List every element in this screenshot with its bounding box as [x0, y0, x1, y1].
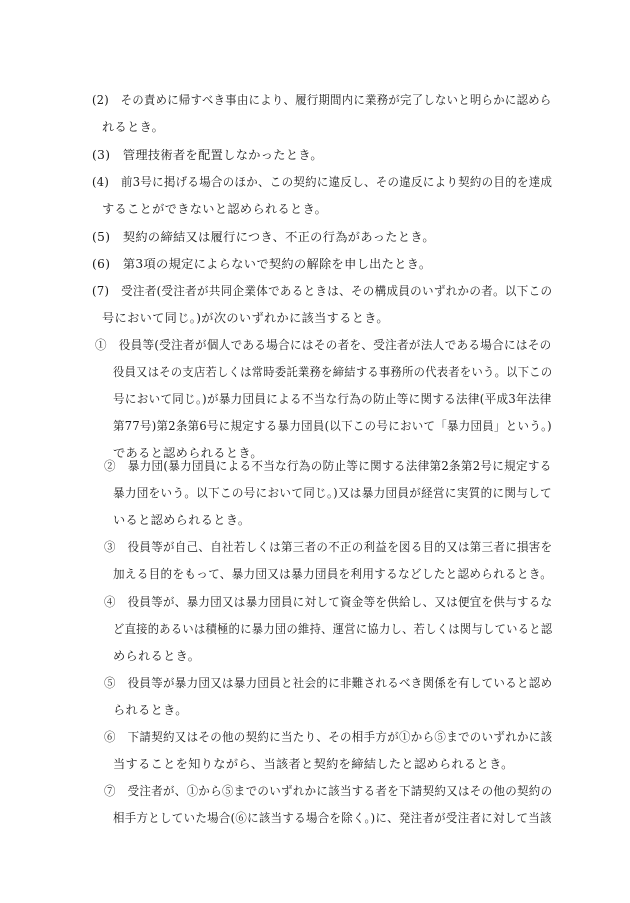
document-line: 相手方としていた場合(⑥に該当する場合を除く。)に、発注者が受注者に対して当該 — [113, 811, 552, 825]
document-line: することができないと認められるとき。 — [102, 202, 328, 216]
document-line: ③ 役員等が自己、自社若しくは第三者の不正の利益を図る目的又は第三者に損害を — [104, 540, 553, 554]
document-line: (7) 受注者(受注者が共同企業体であるときは、その構成員のいずれかの者。以下この — [92, 284, 553, 298]
document-line: 暴力団をいう。以下この号において同じ。)又は暴力団員が経営に実質的に関与して — [113, 486, 552, 500]
document-line: ④ 役員等が、暴力団又は暴力団員に対して資金等を供給し、又は便宜を供与するな — [104, 595, 553, 609]
document-line: められるとき。 — [113, 649, 201, 663]
document-line: れるとき。 — [102, 120, 165, 134]
document-line: ⑤ 役員等が暴力団又は暴力団員と社会的に非難されるべき関係を有していると認め — [104, 676, 553, 690]
document-line: 加える目的をもって、暴力団又は暴力団員を利用するなどしたと認められるとき。 — [113, 567, 553, 581]
document-line: 第77号)第2条第6号に規定する暴力団員(以下この号において「暴力団員」という。) — [113, 419, 552, 433]
document-line: ⑦ 受注者が、①から⑤までのいずれかに該当する者を下請契約又はその他の契約の — [104, 784, 553, 798]
document-line: (4) 前3号に掲げる場合のほか、この契約に違反し、その違反により契約の目的を達成 — [92, 175, 553, 189]
document-line: であると認められるとき。 — [113, 446, 263, 460]
document-line: 号において同じ。)が暴力団員による不当な行為の防止等に関する法律(平成3年法律 — [113, 392, 552, 406]
document-line: られるとき。 — [113, 703, 188, 717]
document-line: (2) その責めに帰すべき事由により、履行期間内に業務が完了しないと明らかに認めら — [92, 93, 552, 107]
document-line: 号において同じ。)が次のいずれかに該当するとき。 — [102, 311, 389, 325]
document-line: いると認められるとき。 — [113, 513, 251, 527]
document-line: 当することを知りながら、当該者と契約を締結したと認められるとき。 — [113, 757, 514, 771]
document-line: 役員又はその支店若しくは常時委託業務を締結する事務所の代表者をいう。以下この — [113, 365, 553, 379]
document-line: ⑥ 下請契約又はその他の契約に当たり、その相手方が①から⑤までのいずれかに該 — [104, 730, 553, 744]
document-line: ① 役員等(受注者が個人である場合にはその者を、受注者が法人である場合にはその — [95, 338, 552, 352]
document-line: (5) 契約の締結又は履行につき、不正の行為があったとき。 — [92, 230, 435, 244]
document-line: ② 暴力団(暴力団員による不当な行為の防止等に関する法律第2条第2号に規定する — [104, 459, 552, 473]
document-line: (6) 第3項の規定によらないで契約の解除を申し出たとき。 — [92, 257, 432, 271]
document-line: ど直接的あるいは積極的に暴力団の維持、運営に協力し、若しくは関与していると認 — [113, 622, 553, 636]
document-line: (3) 管理技術者を配置しなかったとき。 — [92, 148, 323, 162]
